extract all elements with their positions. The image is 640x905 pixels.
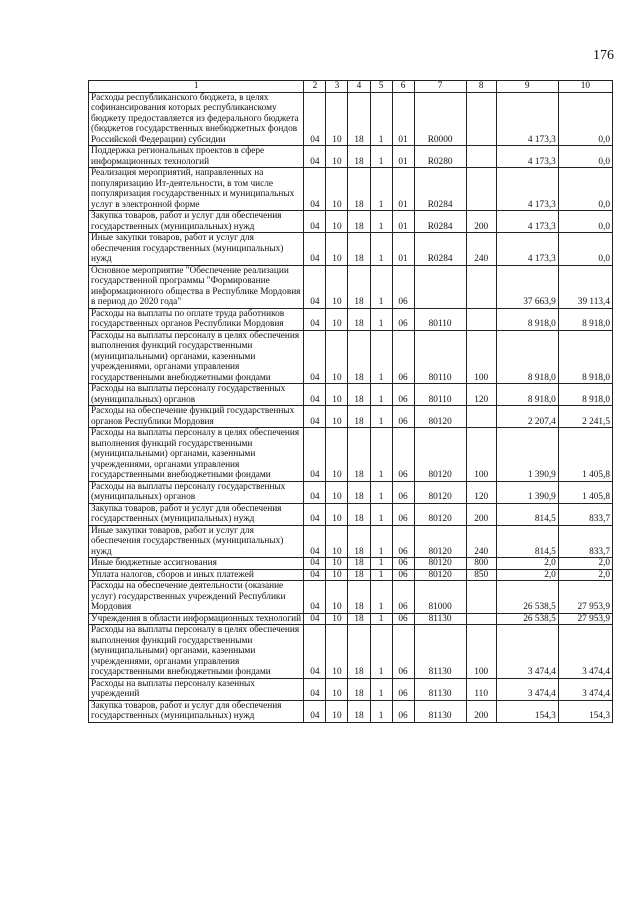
row-value-cell: 8 918,0 [496,308,558,330]
row-value-cell: 10 [326,581,348,614]
row-name-cell: Расходы на выплаты персоналу в целях обеспечения выполнения функций государственными (муниципальными) органами, казенными учреждениями, органами управления государственными внебюджетными фондами [89,428,304,482]
row-value-cell: 80120 [414,428,466,482]
table-row [89,308,613,330]
column-header: 3 [326,81,348,93]
row-value-cell: 18 [348,168,370,211]
row-value-cell: 1 [370,211,392,233]
row-name-cell: Расходы на выплаты персоналу в целях обеспечения выполнения функций государственными (муниципальными) органами, казенными учреждениями, органами управления государственными внебюджетными фондами [89,330,304,384]
row-value-cell: 10 [326,678,348,700]
row-value-cell: 04 [304,92,326,146]
row-name-cell: Расходы на выплаты персоналу в целях обеспечения выполнения функций государственными (муниципальными) органами, казенными учреждениями, органами управления государственными внебюджетными фондами [89,625,304,679]
row-value-cell: 4 173,3 [496,146,558,168]
row-value-cell: 04 [304,569,326,581]
row-value-cell: 04 [304,406,326,428]
row-value-cell: 37 663,9 [496,265,558,308]
row-value-cell: 1 390,9 [496,428,558,482]
row-value-cell: 1 [370,168,392,211]
row-value-cell: 154,3 [496,700,558,722]
row-value-cell: 0,0 [558,146,612,168]
row-value-cell: 0,0 [558,168,612,211]
row-value-cell: 18 [348,308,370,330]
row-value-cell: 06 [392,503,414,525]
row-value-cell: 04 [304,330,326,384]
row-name-cell: Расходы на обеспечение функций государственных органов Республики Мордовия [89,406,304,428]
row-value-cell: 1 [370,525,392,558]
row-value-cell: 04 [304,503,326,525]
row-value-cell: 06 [392,330,414,384]
row-value-cell: 100 [466,330,496,384]
row-value-cell: 01 [392,146,414,168]
row-value-cell: 06 [392,525,414,558]
row-value-cell: 80120 [414,558,466,570]
column-header: 4 [348,81,370,93]
row-value-cell: 8 918,0 [558,330,612,384]
table-row [89,233,613,266]
row-value-cell: 0,0 [558,211,612,233]
row-value-cell: 200 [466,503,496,525]
table-row [89,330,613,384]
row-value-cell: 10 [326,625,348,679]
row-value-cell: 18 [348,525,370,558]
table-row [89,525,613,558]
row-value-cell: 2,0 [496,569,558,581]
row-value-cell: 80110 [414,330,466,384]
row-value-cell: 10 [326,569,348,581]
row-value-cell: 81130 [414,678,466,700]
row-value-cell: 814,5 [496,525,558,558]
table-row [89,678,613,700]
column-header: 10 [558,81,612,93]
row-value-cell: 81130 [414,613,466,625]
table-row [89,569,613,581]
row-value-cell: 1 [370,700,392,722]
header-row [89,81,613,93]
row-value-cell: 18 [348,384,370,406]
row-value-cell: 154,3 [558,700,612,722]
row-value-cell: 1 [370,613,392,625]
row-name-cell: Реализация мероприятий, направленных на популяризацию Ит-деятельности, в том числе популяризация государственных и муниципальных услуг в электронной форме [89,168,304,211]
row-value-cell: 04 [304,558,326,570]
row-value-cell: 4 173,3 [496,233,558,266]
row-value-cell: 4 173,3 [496,211,558,233]
row-name-cell: Расходы на выплаты персоналу государственных (муниципальных) органов [89,481,304,503]
row-value-cell: 8 918,0 [558,384,612,406]
row-value-cell: 10 [326,481,348,503]
row-value-cell: 18 [348,92,370,146]
row-value-cell [466,613,496,625]
column-header: 1 [89,81,304,93]
row-name-cell: Закупка товаров, работ и услуг для обеспечения государственных (муниципальных) нужд [89,503,304,525]
row-value-cell: 06 [392,613,414,625]
row-value-cell: 18 [348,146,370,168]
row-value-cell: 18 [348,581,370,614]
row-value-cell: 1 [370,265,392,308]
column-header: 7 [414,81,466,93]
row-value-cell: 100 [466,625,496,679]
column-header: 6 [392,81,414,93]
row-name-cell: Иные закупки товаров, работ и услуг для обеспечения государственных (муниципальных) нужд [89,233,304,266]
row-value-cell: 39 113,4 [558,265,612,308]
row-value-cell: 1 [370,406,392,428]
row-value-cell [466,265,496,308]
row-value-cell: 04 [304,481,326,503]
row-value-cell: 10 [326,428,348,482]
row-name-cell: Расходы республиканского бюджета, в целях софинансирования которых республиканскому бюджету предоставляется из федерального бюджета (бюджетов государственных внебюджетных фондов Российской Федерации) субсидии [89,92,304,146]
budget-table [88,80,613,723]
row-value-cell: 01 [392,233,414,266]
table-row [89,700,613,722]
table-row [89,613,613,625]
row-value-cell: 18 [348,569,370,581]
row-value-cell: 10 [326,265,348,308]
row-value-cell: 18 [348,481,370,503]
row-value-cell: 1 [370,428,392,482]
row-value-cell: 1 405,8 [558,428,612,482]
row-value-cell: 100 [466,428,496,482]
row-value-cell: 10 [326,233,348,266]
row-value-cell: 10 [326,330,348,384]
row-value-cell: 1 [370,92,392,146]
row-value-cell: 1 [370,678,392,700]
row-value-cell: 120 [466,481,496,503]
row-value-cell: 06 [392,581,414,614]
row-value-cell: 18 [348,558,370,570]
page-number: 176 [593,48,614,63]
row-value-cell: 0,0 [558,233,612,266]
row-value-cell [466,146,496,168]
row-value-cell: 18 [348,625,370,679]
row-value-cell: 26 538,5 [496,613,558,625]
table-row [89,558,613,570]
row-value-cell: 240 [466,525,496,558]
row-value-cell: 04 [304,625,326,679]
row-value-cell: 3 474,4 [496,678,558,700]
row-value-cell: 81130 [414,625,466,679]
row-value-cell: 27 953,9 [558,581,612,614]
row-name-cell: Иные бюджетные ассигнования [89,558,304,570]
row-value-cell: 8 918,0 [496,330,558,384]
row-value-cell: 814,5 [496,503,558,525]
table-row [89,581,613,614]
row-value-cell: R0000 [414,92,466,146]
row-value-cell: 2,0 [496,558,558,570]
table-body [89,92,613,722]
row-value-cell: 8 918,0 [496,384,558,406]
table-row [89,481,613,503]
row-value-cell: 18 [348,211,370,233]
table-row [89,406,613,428]
row-name-cell: Иные закупки товаров, работ и услуг для обеспечения государственных (муниципальных) нужд [89,525,304,558]
row-value-cell: 1 [370,581,392,614]
row-value-cell: 06 [392,569,414,581]
row-value-cell: 1 390,9 [496,481,558,503]
row-value-cell: 06 [392,265,414,308]
row-value-cell: 800 [466,558,496,570]
row-name-cell: Поддержка региональных проектов в сфере информационных технологий [89,146,304,168]
column-header: 5 [370,81,392,93]
table-row [89,92,613,146]
row-value-cell: 18 [348,428,370,482]
table-row [89,211,613,233]
row-value-cell [466,92,496,146]
row-value-cell: 81000 [414,581,466,614]
row-value-cell: 10 [326,146,348,168]
row-value-cell: 80120 [414,525,466,558]
row-value-cell: 18 [348,700,370,722]
row-name-cell: Закупка товаров, работ и услуг для обеспечения государственных (муниципальных) нужд [89,211,304,233]
row-value-cell: 04 [304,700,326,722]
row-value-cell: 80120 [414,503,466,525]
table-row [89,428,613,482]
row-value-cell: 18 [348,233,370,266]
row-value-cell: 2 207,4 [496,406,558,428]
row-value-cell: 1 [370,146,392,168]
row-value-cell: 2 241,5 [558,406,612,428]
row-value-cell: 04 [304,233,326,266]
row-value-cell: 18 [348,613,370,625]
row-value-cell: 3 474,4 [558,678,612,700]
row-value-cell: R0284 [414,168,466,211]
row-value-cell: 06 [392,384,414,406]
row-value-cell: 1 [370,558,392,570]
row-value-cell [466,406,496,428]
row-value-cell: 833,7 [558,503,612,525]
row-value-cell: 850 [466,569,496,581]
row-value-cell: 3 474,4 [558,625,612,679]
row-value-cell: 04 [304,581,326,614]
row-value-cell: 10 [326,406,348,428]
row-value-cell: 04 [304,613,326,625]
row-value-cell: 2,0 [558,569,612,581]
row-value-cell: 01 [392,211,414,233]
row-value-cell: 04 [304,168,326,211]
row-value-cell: 81130 [414,700,466,722]
row-value-cell: 06 [392,558,414,570]
row-value-cell: 2,0 [558,558,612,570]
row-value-cell: 1 [370,569,392,581]
row-value-cell: R0280 [414,146,466,168]
row-value-cell: 04 [304,525,326,558]
row-value-cell: 04 [304,384,326,406]
row-value-cell: 1 [370,625,392,679]
row-value-cell: 10 [326,211,348,233]
row-name-cell: Закупка товаров, работ и услуг для обеспечения государственных (муниципальных) нужд [89,700,304,722]
table-row [89,384,613,406]
row-value-cell: 4 173,3 [496,168,558,211]
row-name-cell: Основное мероприятие "Обеспечение реализации государственной программы "Формирование информационного общества в Республике Мордовия в период до 2020 года" [89,265,304,308]
table-row [89,503,613,525]
row-value-cell: 18 [348,503,370,525]
row-value-cell [466,168,496,211]
row-value-cell: 10 [326,613,348,625]
row-value-cell: 18 [348,406,370,428]
row-value-cell: 18 [348,330,370,384]
row-value-cell: 200 [466,700,496,722]
row-value-cell [414,265,466,308]
row-value-cell: 10 [326,384,348,406]
row-value-cell: 01 [392,92,414,146]
table-row [89,265,613,308]
row-value-cell: 26 538,5 [496,581,558,614]
row-value-cell: 200 [466,211,496,233]
row-value-cell: 10 [326,525,348,558]
row-value-cell: 80110 [414,384,466,406]
row-value-cell: 04 [304,678,326,700]
row-value-cell: 06 [392,308,414,330]
row-value-cell: 80120 [414,406,466,428]
row-value-cell: 1 [370,330,392,384]
row-value-cell: 10 [326,168,348,211]
row-value-cell: 06 [392,625,414,679]
row-name-cell: Расходы на выплаты персоналу казенных учреждений [89,678,304,700]
table-row [89,625,613,679]
row-value-cell: 04 [304,308,326,330]
row-value-cell: 27 953,9 [558,613,612,625]
row-value-cell: 8 918,0 [558,308,612,330]
row-name-cell: Расходы на обеспечение деятельности (оказание услуг) государственных учреждений Республики Мордовия [89,581,304,614]
row-value-cell: 04 [304,211,326,233]
row-value-cell: 18 [348,265,370,308]
row-name-cell: Расходы на выплаты по оплате труда работников государственных органов Республики Мордовия [89,308,304,330]
row-value-cell: 06 [392,481,414,503]
row-name-cell: Учреждения в области информационных технологий [89,613,304,625]
row-value-cell: 80110 [414,308,466,330]
row-value-cell: 80120 [414,569,466,581]
row-value-cell: 10 [326,503,348,525]
row-value-cell: 10 [326,308,348,330]
row-value-cell: 1 [370,481,392,503]
row-value-cell: 1 [370,384,392,406]
row-value-cell: 10 [326,700,348,722]
row-name-cell: Расходы на выплаты персоналу государственных (муниципальных) органов [89,384,304,406]
table-row [89,146,613,168]
row-value-cell [466,581,496,614]
table-row [89,168,613,211]
row-value-cell: R0284 [414,233,466,266]
row-value-cell [466,308,496,330]
row-value-cell: 240 [466,233,496,266]
row-value-cell: 1 405,8 [558,481,612,503]
row-value-cell: 1 [370,503,392,525]
column-header: 8 [466,81,496,93]
row-value-cell: 10 [326,558,348,570]
row-value-cell: 80120 [414,481,466,503]
row-value-cell: 18 [348,678,370,700]
row-value-cell: R0284 [414,211,466,233]
row-value-cell: 01 [392,168,414,211]
row-value-cell: 1 [370,308,392,330]
row-value-cell: 120 [466,384,496,406]
row-value-cell: 06 [392,700,414,722]
row-value-cell: 0,0 [558,92,612,146]
row-value-cell: 1 [370,233,392,266]
row-value-cell: 4 173,3 [496,92,558,146]
row-value-cell: 10 [326,92,348,146]
row-value-cell: 06 [392,406,414,428]
row-value-cell: 04 [304,428,326,482]
row-value-cell: 110 [466,678,496,700]
row-value-cell: 04 [304,265,326,308]
row-value-cell: 06 [392,678,414,700]
row-value-cell: 04 [304,146,326,168]
row-value-cell: 06 [392,428,414,482]
row-value-cell: 3 474,4 [496,625,558,679]
column-header: 9 [496,81,558,93]
row-name-cell: Уплата налогов, сборов и иных платежей [89,569,304,581]
row-value-cell: 833,7 [558,525,612,558]
column-header: 2 [304,81,326,93]
